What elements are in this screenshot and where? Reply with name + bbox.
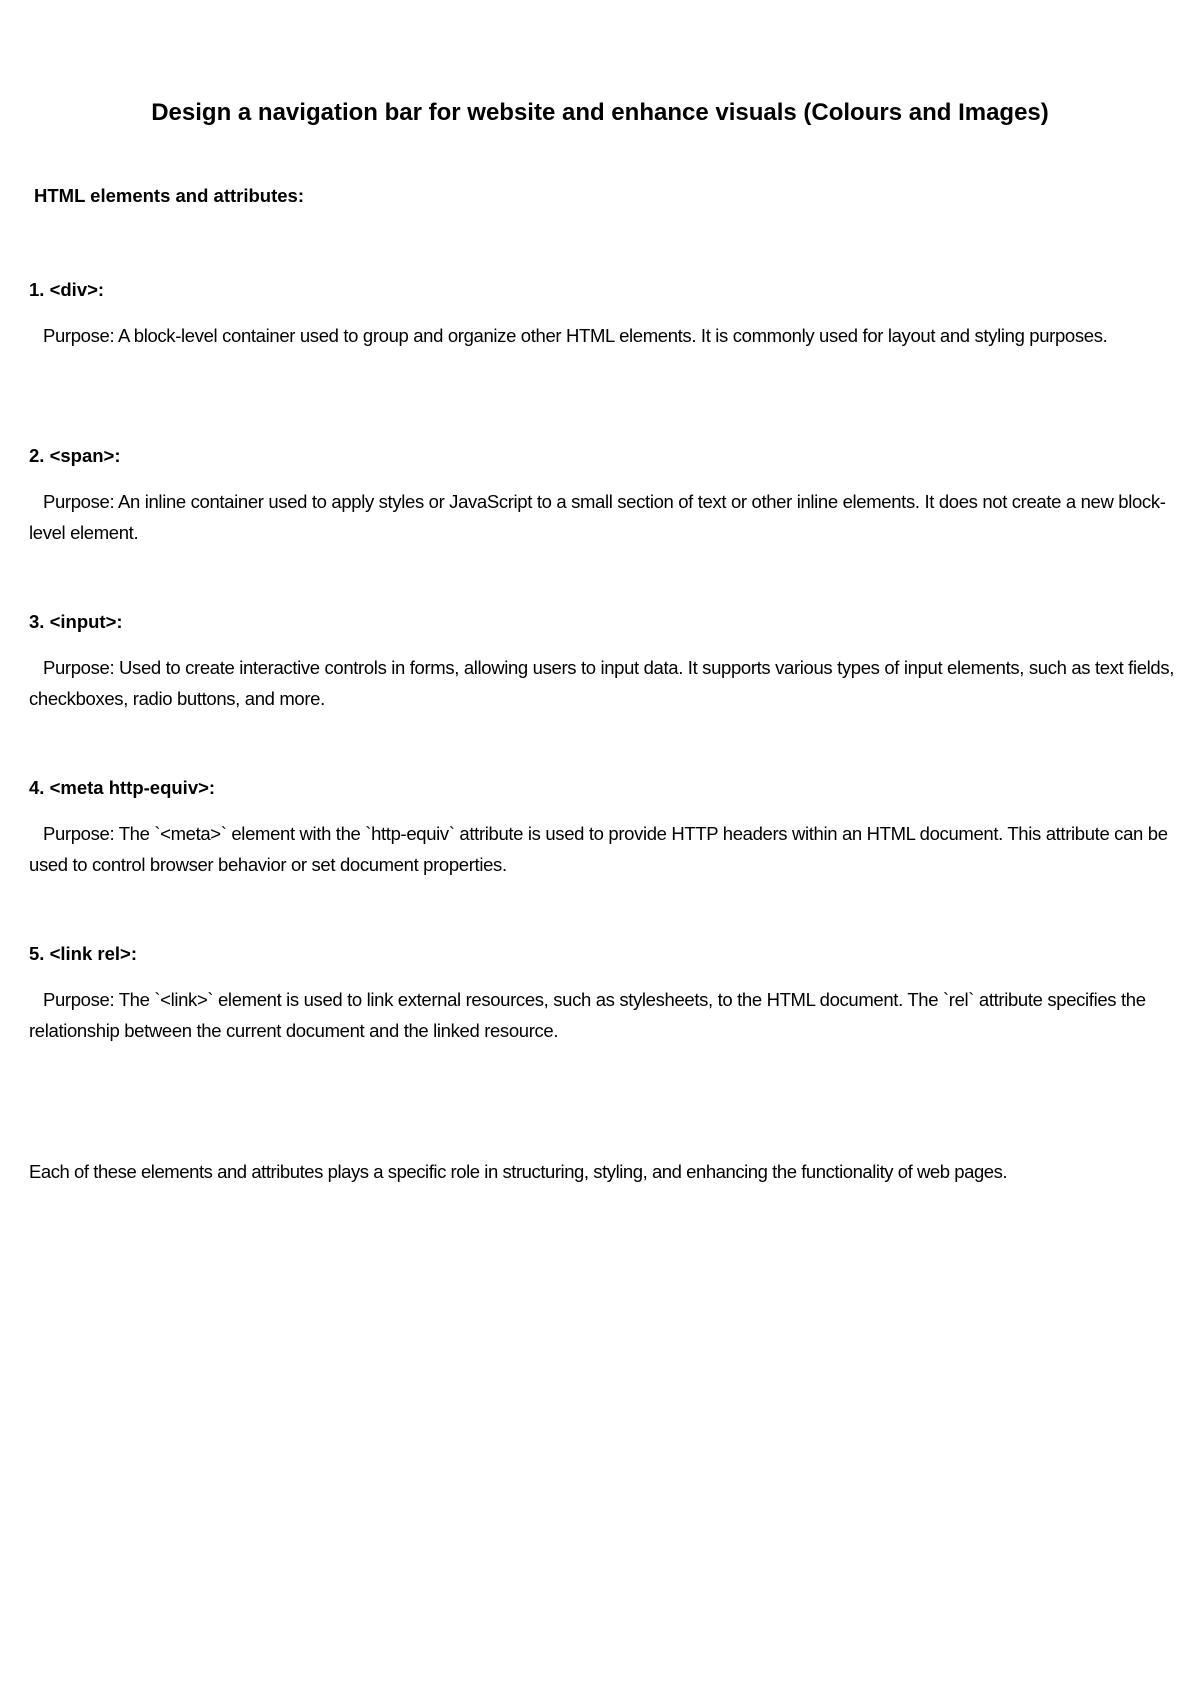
list-item-meta <box>29 776 1179 880</box>
item-description: Purpose: A block-level container used to group and organize other HTML elements. It is commonly used for layout and styling purposes. <box>43 325 1108 346</box>
item-heading: 3. <input>: <box>29 611 123 632</box>
item-heading: 5. <link rel>: <box>29 943 137 964</box>
item-description: Purpose: Used to create interactive controls in forms, allowing users to input data. It supports various types of input elements, such as text fields, checkboxes, radio buttons, and more. <box>29 657 1175 709</box>
item-description: Purpose: The `<link>` element is used to link external resources, such as stylesheets, to the HTML document. The `rel` attribute specifies the relationship between the current document and the linked resource. <box>29 989 1146 1041</box>
item-description: Purpose: An inline container used to apply styles or JavaScript to a small section of text or other inline elements. It does not create a new block-level element. <box>29 491 1166 543</box>
item-heading: 4. <meta http-equiv>: <box>29 777 216 798</box>
item-heading: 1. <div>: <box>29 279 105 300</box>
item-description: Purpose: The `<meta>` element with the `http-equiv` attribute is used to provide HTTP headers within an HTML document. This attribute can be used to control browser behavior or set document properties. <box>29 823 1168 875</box>
document-title: Design a navigation bar for website and enhance visuals (Colours and Images) <box>151 99 1049 127</box>
closing-paragraph: Each of these elements and attributes plays a specific role in structuring, styling, and enhancing the functionality of web pages. <box>29 1160 1008 1182</box>
list-item-link <box>29 942 1179 1046</box>
list-item-input <box>29 610 1179 714</box>
item-heading: 2. <span>: <box>29 445 121 466</box>
list-item-div <box>29 278 1179 351</box>
list-item-span <box>29 444 1179 548</box>
section-subtitle: HTML elements and attributes: <box>34 185 305 206</box>
